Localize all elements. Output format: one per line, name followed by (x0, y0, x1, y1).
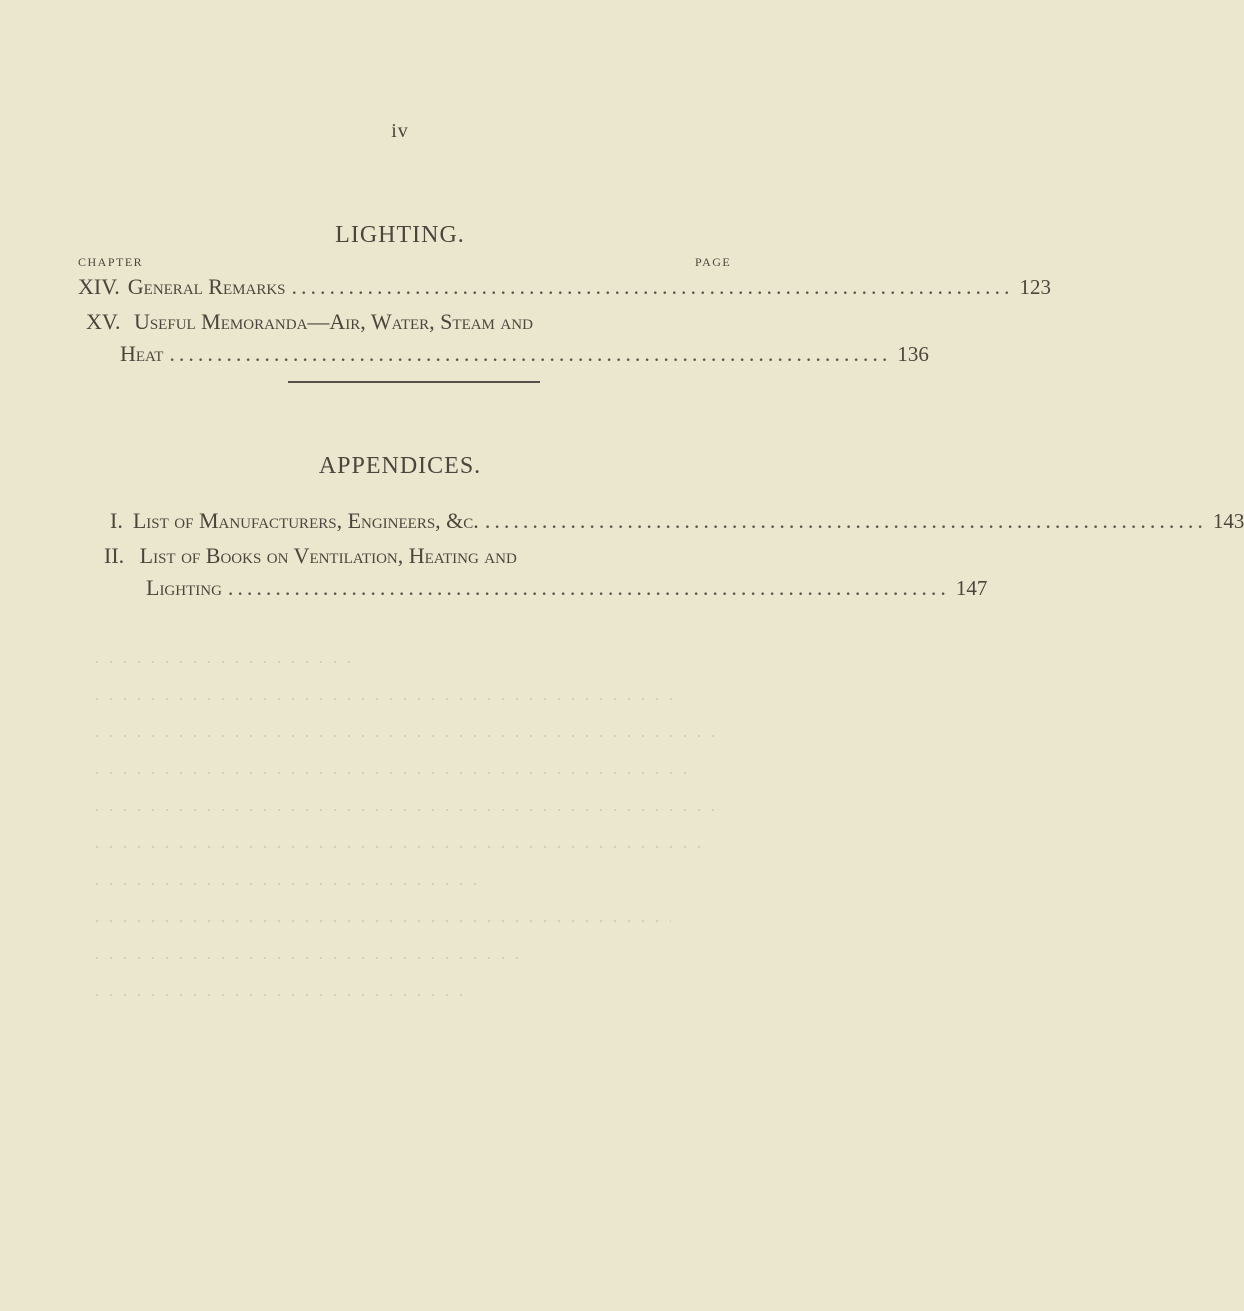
appendix-number: I. (110, 508, 123, 533)
toc-entry-xv (86, 309, 533, 335)
chapter-title: General Remarks (127, 274, 286, 299)
appendix-entry-ii-continuation (146, 575, 988, 601)
page-ref: 147 (955, 576, 988, 600)
appendices-title: APPENDICES. (318, 453, 482, 479)
toc-entry-xv-continuation (120, 341, 929, 367)
chapter-column-label: CHAPTER (78, 255, 144, 269)
page-ref: 123 (1019, 275, 1051, 299)
dot-leader: ............................................................................ (227, 575, 950, 600)
chapter-number: XV. (86, 309, 121, 334)
section-divider (288, 381, 540, 383)
toc-entry-xiv (78, 274, 1051, 300)
lighting-title: LIGHTING. (335, 222, 465, 248)
appendix-entry-ii (104, 543, 517, 569)
page-ref: 143 (1212, 509, 1244, 533)
appendix-entry-i (110, 508, 1244, 534)
chapter-title: Useful Memoranda—Air, Water, Steam and (133, 309, 533, 334)
page-column-label: PAGE (695, 255, 732, 269)
dot-leader: ............................................................................ (291, 274, 1014, 299)
page-ref: 136 (897, 342, 929, 366)
dot-leader: ............................................................................ (484, 508, 1207, 533)
appendix-number: II. (104, 543, 125, 568)
page-number: iv (391, 120, 409, 142)
chapter-title-continuation: Heat (120, 341, 164, 366)
chapter-number: XIV. (78, 274, 120, 299)
appendix-title: List of Manufacturers, Engineers, &c. (132, 508, 479, 533)
appendix-title-continuation: Lighting (146, 575, 222, 600)
appendix-title: List of Books on Ventilation, Heating and (139, 543, 517, 568)
dot-leader: ............................................................................ (169, 341, 892, 366)
show-through-marks (90, 660, 750, 1030)
